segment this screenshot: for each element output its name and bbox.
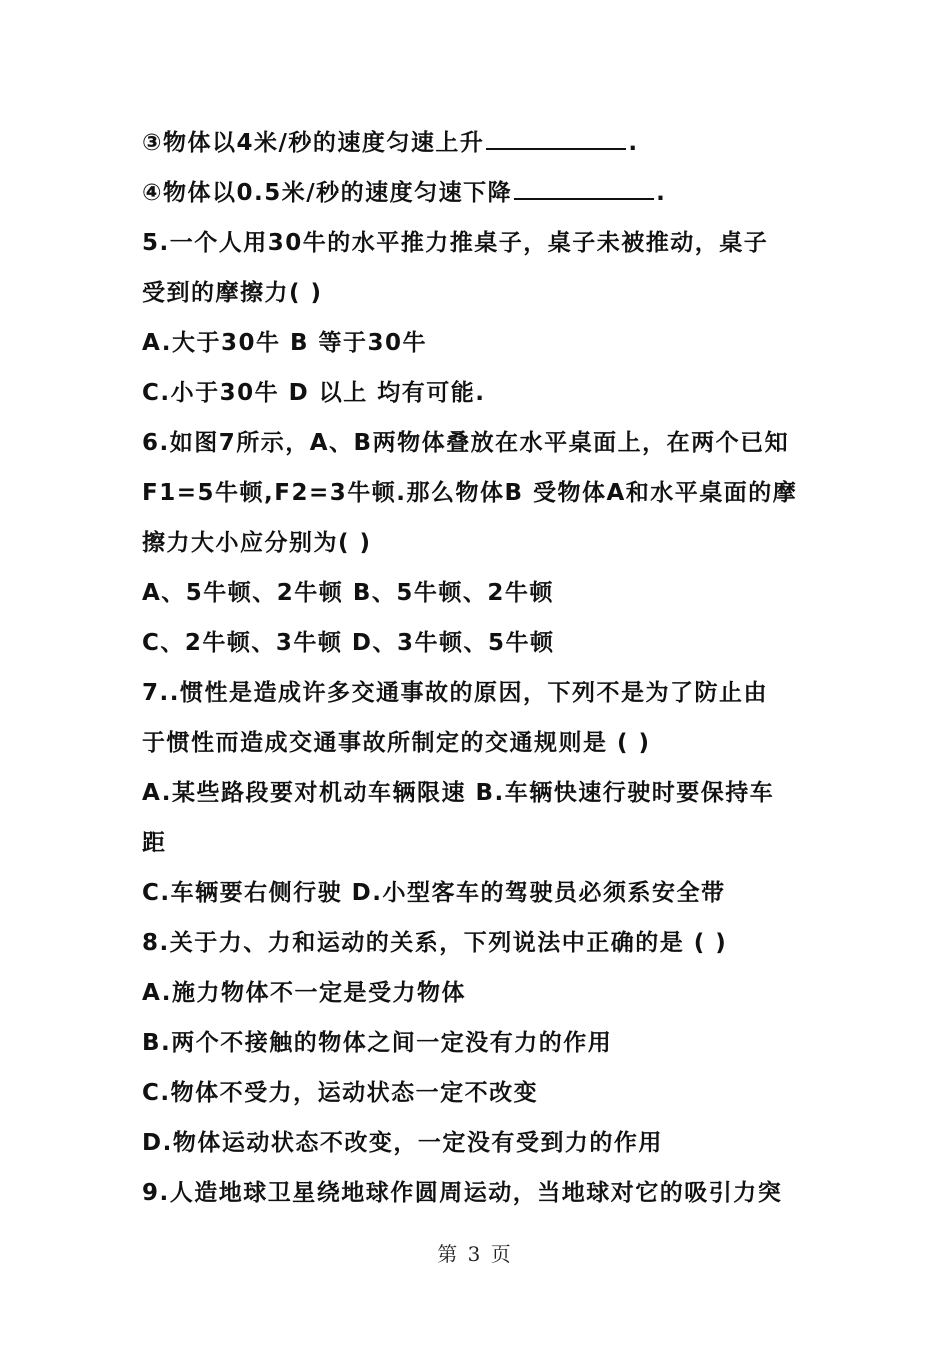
question-7-options-cd: C.车辆要右侧行驶 D.小型客车的驾驶员必须系安全带: [142, 880, 726, 906]
question-5-options-ab: A.大于30牛 B 等于30牛: [142, 330, 428, 356]
question-7-options-ab-cont: 距: [142, 830, 167, 856]
question-8-stem: 8.关于力、力和运动的关系，下列说法中正确的是 ( ): [142, 930, 728, 956]
answer-blank[interactable]: [486, 120, 626, 150]
question-6-stem-end: 擦力大小应分别为( ): [142, 530, 372, 556]
question-6-stem-cont: F1=5牛顿,F2=3牛顿.那么物体B 受物体A和水平桌面的摩: [142, 480, 798, 506]
question-6-options-ab: A、5牛顿、2牛顿 B、5牛顿、2牛顿: [142, 580, 554, 606]
line-text-end: .: [656, 180, 667, 206]
question-8-option-b: B.两个不接触的物体之间一定没有力的作用: [142, 1030, 613, 1056]
question-7-stem-cont: 于惯性而造成交通事故所制定的交通规则是 ( ): [142, 730, 651, 756]
answer-blank[interactable]: [514, 170, 654, 200]
question-line-fill-blank: [142, 168, 822, 218]
question-8-option-d: D.物体运动状态不改变，一定没有受到力的作用: [142, 1130, 663, 1156]
question-7-stem: 7..惯性是造成许多交通事故的原因，下列不是为了防止由: [142, 680, 768, 706]
question-8-option-c: C.物体不受力，运动状态一定不改变: [142, 1080, 539, 1106]
question-5-stem: 5.一个人用30牛的水平推力推桌子，桌子未被推动，桌子: [142, 230, 769, 256]
question-5-options-cd: C.小于30牛 D 以上 均有可能.: [142, 380, 486, 406]
question-7-options-ab: A.某些路段要对机动车辆限速 B.车辆快速行驶时要保持车: [142, 780, 775, 806]
line-text-end: .: [628, 130, 639, 156]
question-6-options-cd: C、2牛顿、3牛顿 D、3牛顿、5牛顿: [142, 630, 555, 656]
line-text: ③物体以4米/秒的速度匀速上升: [142, 130, 485, 156]
question-5-stem-cont: 受到的摩擦力( ): [142, 280, 323, 306]
document-body: [142, 118, 822, 1218]
question-8-option-a: A.施力物体不一定是受力物体: [142, 980, 466, 1006]
question-6-stem: 6.如图7所示，A、B两物体叠放在水平桌面上，在两个已知: [142, 430, 790, 456]
question-9-stem: 9.人造地球卫星绕地球作圆周运动，当地球对它的吸引力突: [142, 1180, 783, 1206]
line-text: ④物体以0.5米/秒的速度匀速下降: [142, 180, 513, 206]
question-line-fill-blank: [142, 118, 822, 168]
page-number: 第 3 页: [437, 1242, 513, 1266]
